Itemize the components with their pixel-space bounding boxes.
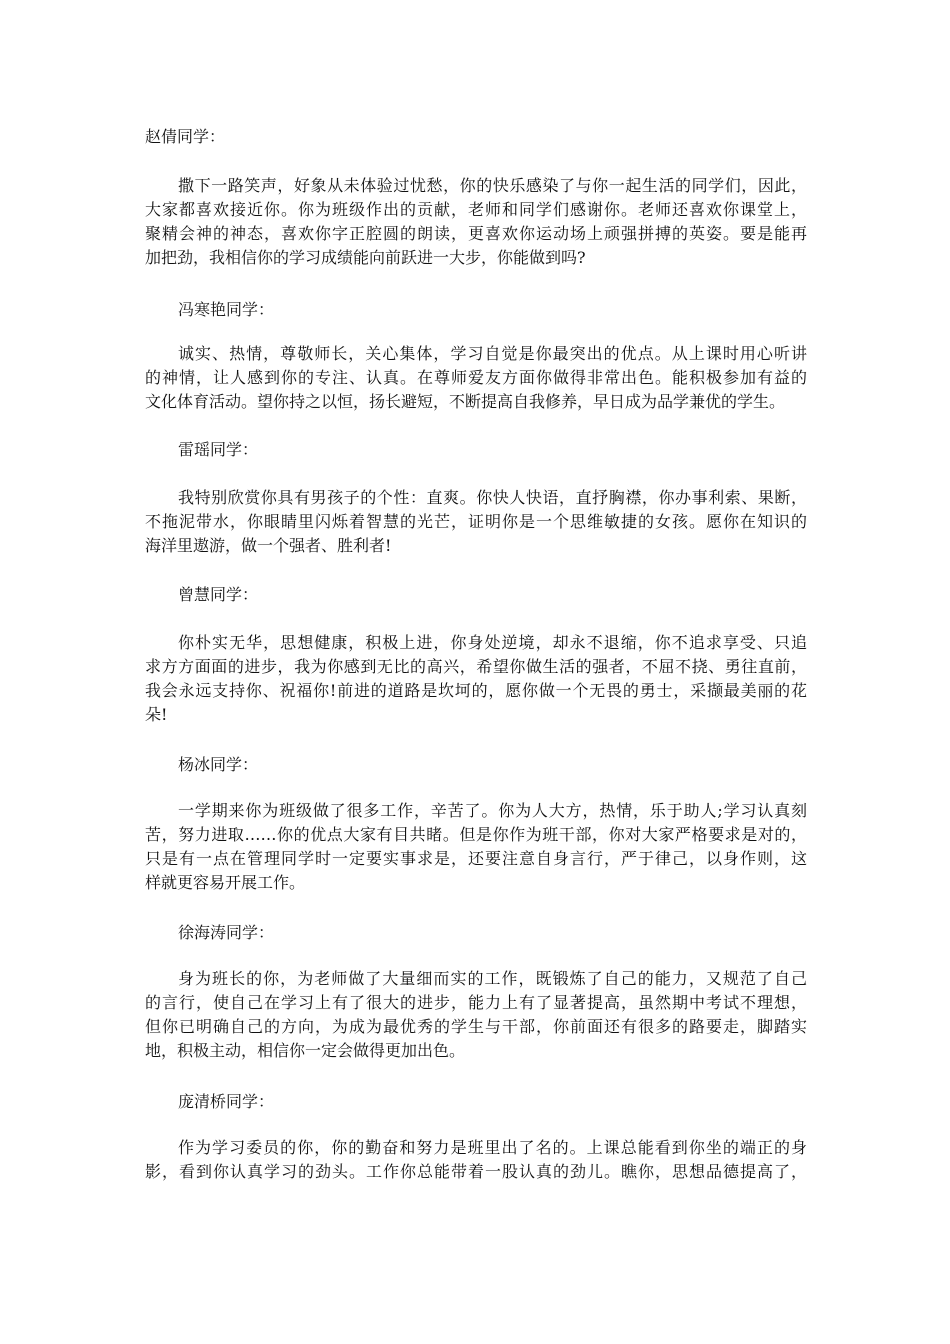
comment-paragraph [145, 1136, 807, 1184]
recipient-name: 杨冰同学： [178, 755, 259, 774]
comment-paragraph [145, 967, 807, 1063]
comment-paragraph [145, 174, 807, 270]
comment-paragraph [145, 631, 807, 727]
comment-paragraph [145, 799, 807, 895]
recipient-name: 曾慧同学： [178, 585, 259, 604]
paragraph-line: 的言行，使自己在学习上有了很大的进步，能力上有了显著提高，虽然期中考试不理想， [145, 993, 807, 1012]
paragraph-line: 但你已明确自己的方向，为成为最优秀的学生与干部，你前面还有很多的路要走，脚踏实 [145, 1017, 807, 1036]
paragraph-line: 撒下一路笑声，好象从未体验过忧愁，你的快乐感染了与你一起生活的同学们，因此， [178, 176, 807, 195]
paragraph-line: 我会永远支持你、祝福你!前进的道路是坎坷的，愿你做一个无畏的勇士，采撷最美丽的花 [145, 681, 807, 700]
paragraph-line: 我特别欣赏你具有男孩子的个性：直爽。你快人快语，直抒胸襟，你办事利索、果断， [178, 488, 807, 507]
paragraph-line: 加把劲，我相信你的学习成绩能向前跃进一大步，你能做到吗? [145, 248, 586, 267]
paragraph-line: 地，积极主动，相信你一定会做得更加出色。 [145, 1041, 466, 1060]
paragraph-line: 一学期来你为班级做了很多工作，辛苦了。你为人大方，热情，乐于助人;学习认真刻 [178, 801, 807, 820]
recipient-name: 雷瑶同学： [178, 440, 259, 459]
paragraph-line: 只是有一点在管理同学时一定要实事求是，还要注意自身言行，严于律己，以身作则，这 [145, 849, 807, 868]
paragraph-line: 不拖泥带水，你眼睛里闪烁着智慧的光芒，证明你是一个思维敏捷的女孩。愿你在知识的 [145, 512, 807, 531]
paragraph-line: 文化体育活动。望你持之以恒，扬长避短，不断提高自我修养，早日成为品学兼优的学生。 [145, 392, 786, 411]
paragraph-line: 诚实、热情，尊敬师长，关心集体，学习自觉是你最突出的优点。从上课时用心听讲 [178, 344, 807, 363]
paragraph-line: 你朴实无华，思想健康，积极上进，你身处逆境，却永不退缩，你不追求享受、只追 [178, 633, 807, 652]
recipient-name: 徐海涛同学： [178, 923, 275, 942]
paragraph-line: 苦，努力进取……你的优点大家有目共睹。但是你作为班干部，你对大家严格要求是对的， [145, 825, 807, 844]
paragraph-line: 的神情，让人感到你的专注、认真。在尊师爱友方面你做得非常出色。能积极参加有益的 [145, 368, 807, 387]
paragraph-line: 身为班长的你，为老师做了大量细而实的工作，既锻炼了自己的能力，又规范了自己 [178, 969, 807, 988]
recipient-name: 冯寒艳同学： [178, 300, 275, 319]
recipient-name: 庞清桥同学： [178, 1092, 275, 1111]
paragraph-line: 求方方面面的进步，我为你感到无比的高兴，希望你做生活的强者，不屈不挠、勇往直前， [145, 657, 807, 676]
recipient-name: 赵倩同学： [145, 127, 226, 146]
paragraph-line: 聚精会神的神态，喜欢你字正腔圆的朗读，更喜欢你运动场上顽强拼搏的英姿。要是能再 [145, 224, 807, 243]
paragraph-line: 朵! [145, 705, 168, 724]
paragraph-line: 样就更容易开展工作。 [145, 873, 306, 892]
paragraph-line: 影，看到你认真学习的劲头。工作你总能带着一股认真的劲儿。瞧你，思想品德提高了， [145, 1162, 807, 1181]
paragraph-line: 海洋里遨游，做一个强者、胜利者! [145, 536, 392, 555]
paragraph-line: 大家都喜欢接近你。你为班级作出的贡献，老师和同学们感谢你。老师还喜欢你课堂上， [145, 200, 807, 219]
comment-paragraph [145, 342, 807, 414]
comment-paragraph [145, 486, 807, 558]
paragraph-line: 作为学习委员的你，你的勤奋和努力是班里出了名的。上课总能看到你坐的端正的身 [178, 1138, 807, 1157]
